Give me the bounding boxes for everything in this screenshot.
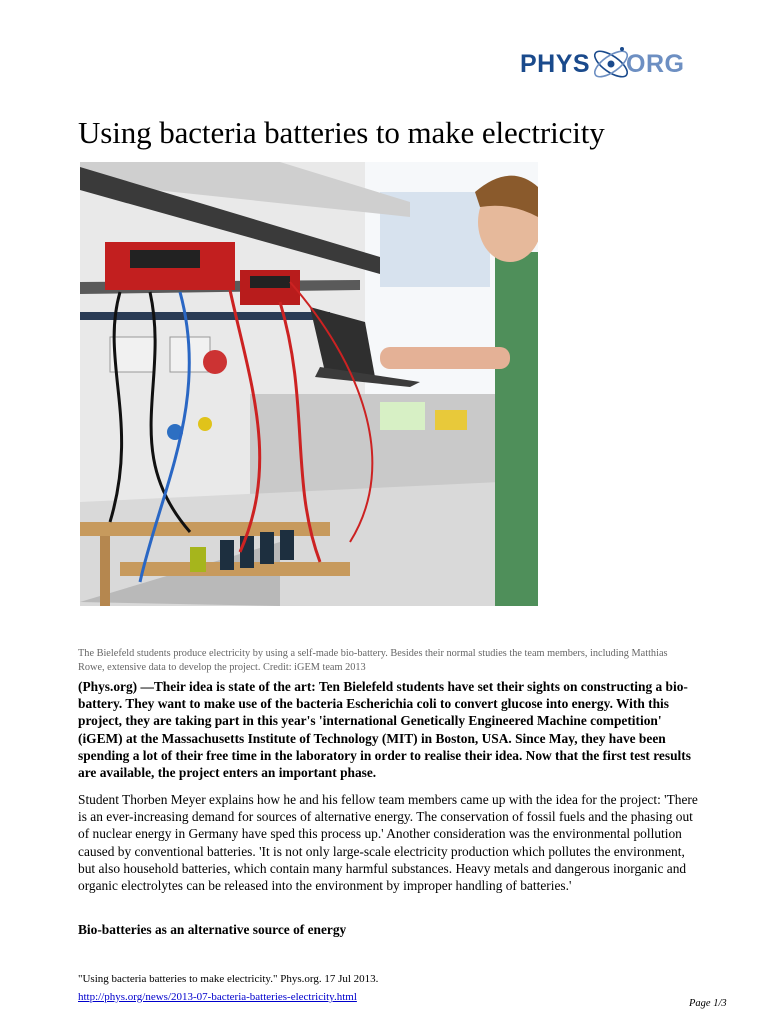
page-number: Page 1/3 xyxy=(689,998,727,1009)
footer-citation: "Using bacteria batteries to make electricity." Phys.org. 17 Jul 2013. xyxy=(78,973,379,985)
phys-org-logo xyxy=(519,40,699,90)
logo-text-org: ORG xyxy=(626,50,685,78)
lab-photo-illustration xyxy=(80,162,538,606)
footer-url-link[interactable]: http://phys.org/news/2013-07-bacteria-batteries-electricity.html xyxy=(78,991,357,1003)
photo-caption: The Bielefeld students produce electricity by using a self-made bio-battery. Besides their normal studies the team members, including Matthias Rowe, extensive data to develop the project. Credit: iGEM team 2013 xyxy=(78,648,668,673)
body-paragraph: Student Thorben Meyer explains how he and his fellow team members came up with the idea for the project: 'There is an ever-increasing demand for sources of alternative energy. The conservation of fossil fuels and the phasing out of nuclear energy in Germany have sped this process up.' Another consideration was the environmental pollution caused by conventional batteries. 'It is not only large-scale electricity production which pollutes the environment, but also household batteries, which contain many harmful substances. Heavy metals and dangerous inorganic and organic electrolytes can be released into the environment by improper handling of batteries.' xyxy=(78,792,698,894)
logo-text-phys: PHYS xyxy=(520,50,591,78)
section-heading: Bio-batteries as an alternative source of energy xyxy=(78,922,347,937)
article-title: Using bacteria batteries to make electricity xyxy=(78,115,605,150)
lab-photo xyxy=(80,162,538,606)
lead-paragraph: (Phys.org) —Their idea is state of the art: Ten Bielefeld students have set their sights on constructing a bio-battery. They want to make use of the bacteria Escherichia coli to convert glucose into energy. With this project, they are taking part in this year's 'international Genetically Engineered Machine competition' (iGEM) at the Massachusetts Institute of Technology (MIT) in Boston, USA. Since May, they have been spending a lot of their free time in the laboratory in order to realise their idea. Now that the first test results are available, the project enters an important phase. xyxy=(78,679,691,781)
